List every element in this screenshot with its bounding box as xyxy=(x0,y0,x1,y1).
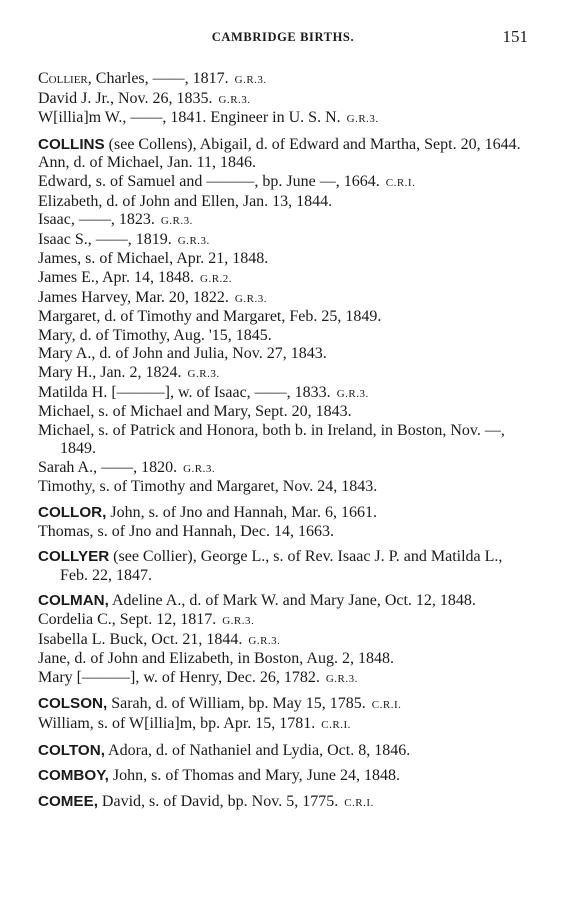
surname-heading: Collier, xyxy=(38,70,92,87)
record-entry xyxy=(38,715,528,735)
entry-text: W[illia]m W., ——, 1841. Engineer in U. S. N. xyxy=(38,109,341,127)
record-entry xyxy=(38,211,528,231)
entry-list xyxy=(38,70,528,812)
source-reference: G.R.3. xyxy=(234,74,267,86)
page-number: 151 xyxy=(502,27,528,46)
record-entry xyxy=(38,231,528,251)
record-entry xyxy=(38,695,528,715)
entry-text: David, s. of David, bp. Nov. 5, 1775. xyxy=(97,792,339,810)
entry-text: Mary [———], w. of Henry, Dec. 26, 1782. xyxy=(38,668,320,686)
record-entry xyxy=(38,109,528,129)
record-entry xyxy=(38,523,528,542)
entry-text: Isaac, ——, 1823. xyxy=(38,211,155,229)
record-entry xyxy=(38,650,528,669)
surname-heading: COLLYER xyxy=(38,548,110,566)
source-reference: G.R.3. xyxy=(248,634,281,647)
entry-text: Sarah A., ——, 1820. xyxy=(38,458,178,476)
record-entry xyxy=(38,154,528,173)
entry-text: Michael, s. of Michael and Mary, Sept. 20, 1843. xyxy=(38,403,352,421)
source-reference: G.R.2. xyxy=(200,272,233,285)
surname-heading: COLLINS xyxy=(38,135,105,153)
source-reference: G.R.3. xyxy=(187,367,220,380)
entry-text: Adeline A., d. of Mark W. and Mary Jane, Oct. 12, 1848. xyxy=(108,592,476,610)
entry-text: John, s. of Jno and Hannah, Mar. 6, 1661. xyxy=(106,504,377,522)
record-entry xyxy=(38,193,528,212)
entry-text: Charles, ——, 1817. xyxy=(91,70,229,87)
source-reference: G.R.3. xyxy=(218,93,251,106)
record-entry xyxy=(38,742,528,761)
surname-heading: COLLOR, xyxy=(38,504,107,522)
entry-text: William, s. of W[illia]m, bp. Apr. 15, 1781. xyxy=(38,715,316,732)
record-entry xyxy=(38,250,528,269)
record-entry xyxy=(38,308,528,327)
record-entry xyxy=(38,384,528,404)
entry-text: James, s. of Michael, Apr. 21, 1848. xyxy=(38,250,269,268)
entry-text: Mary H., Jan. 2, 1824. xyxy=(38,363,182,381)
source-reference: G.R.3. xyxy=(160,215,193,228)
entry-text: Ann, d. of Michael, Jan. 11, 1846. xyxy=(38,154,257,172)
entry-text: Matilda H. [———], w. of Isaac, ——, 1833. xyxy=(38,383,331,401)
entry-text: James E., Apr. 14, 1848. xyxy=(38,268,194,286)
source-reference: G.R.3. xyxy=(346,113,379,126)
record-entry xyxy=(38,611,528,631)
source-reference: C.R.I. xyxy=(344,796,374,809)
entry-text: David J. Jr., Nov. 26, 1835. xyxy=(38,89,213,107)
entry-text: Mary, d. of Timothy, Aug. '15, 1845. xyxy=(38,326,272,344)
entry-text: (see Collens), Abigail, d. of Edward and Martha, Sept. 20, 1644. xyxy=(104,135,521,153)
record-entry xyxy=(38,345,528,364)
entry-text: Margaret, d. of Timothy and Margaret, Feb. 25, 1849. xyxy=(38,308,382,326)
surname-heading: COLMAN, xyxy=(38,592,109,610)
entry-text: James Harvey, Mar. 20, 1822. xyxy=(38,288,229,306)
record-entry xyxy=(38,327,528,346)
record-entry xyxy=(38,403,528,422)
running-head: CAMBRIDGE BIRTHS. xyxy=(211,30,355,44)
entry-text: Cordelia C., Sept. 12, 1817. xyxy=(38,611,217,629)
entry-text: Isabella L. Buck, Oct. 21, 1844. xyxy=(38,630,243,648)
source-reference: C.R.I. xyxy=(321,719,351,731)
record-entry xyxy=(38,70,528,90)
surname-heading: COLSON, xyxy=(38,695,108,713)
entry-text: Edward, s. of Samuel and ———, bp. June —, 1664. xyxy=(38,172,380,190)
entry-text: Thomas, s. of Jno and Hannah, Dec. 14, 1663. xyxy=(38,522,334,540)
surname-heading: COMBOY, xyxy=(38,767,109,785)
entry-text: Sarah, d. of William, bp. May 15, 1785. xyxy=(107,695,366,713)
source-reference: G.R.3. xyxy=(222,615,255,628)
record-entry xyxy=(38,669,528,689)
record-entry xyxy=(38,793,528,813)
source-reference: G.R.3. xyxy=(177,234,210,247)
surname-heading: COLTON, xyxy=(38,741,105,759)
source-reference: G.R.3. xyxy=(183,462,216,475)
record-entry xyxy=(38,548,528,585)
surname-heading: COMEE, xyxy=(38,792,98,810)
record-entry xyxy=(38,289,528,309)
record-entry xyxy=(38,478,528,497)
source-reference: C.R.I. xyxy=(371,699,402,712)
page-header xyxy=(38,27,528,54)
entry-text: Mary A., d. of John and Julia, Nov. 27, 1843. xyxy=(38,345,327,363)
record-entry xyxy=(38,631,528,651)
record-entry xyxy=(38,422,528,459)
source-reference: C.R.I. xyxy=(385,176,416,189)
record-entry xyxy=(38,459,528,479)
source-reference: G.R.3. xyxy=(336,387,369,400)
record-entry xyxy=(38,173,528,193)
entry-text: Adora, d. of Nathaniel and Lydia, Oct. 8, 1846. xyxy=(104,741,411,759)
entry-text: Isaac S., ——, 1819. xyxy=(38,230,172,248)
source-reference: G.R.3. xyxy=(325,672,358,685)
entry-text: John, s. of Thomas and Mary, June 24, 1848. xyxy=(108,767,400,785)
entry-text: Elizabeth, d. of John and Ellen, Jan. 13, 1844. xyxy=(38,192,333,210)
record-entry xyxy=(38,364,528,384)
entry-text: Jane, d. of John and Elizabeth, in Boston, Aug. 2, 1848. xyxy=(38,650,394,668)
source-reference: G.R.3. xyxy=(234,292,267,305)
record-entry xyxy=(38,504,528,523)
record-entry xyxy=(38,767,528,786)
entry-text: Timothy, s. of Timothy and Margaret, Nov. 24, 1843. xyxy=(38,478,378,496)
entry-text: (see Collier), George L., s. of Rev. Isaac J. P. and Matilda L., Feb. 22, 1847. xyxy=(60,548,503,584)
record-entry xyxy=(38,592,528,611)
record-entry xyxy=(38,269,528,289)
record-entry xyxy=(38,136,528,155)
record-entry xyxy=(38,90,528,110)
entry-text: Michael, s. of Patrick and Honora, both b. in Ireland, in Boston, Nov. —, 1849. xyxy=(38,421,505,458)
